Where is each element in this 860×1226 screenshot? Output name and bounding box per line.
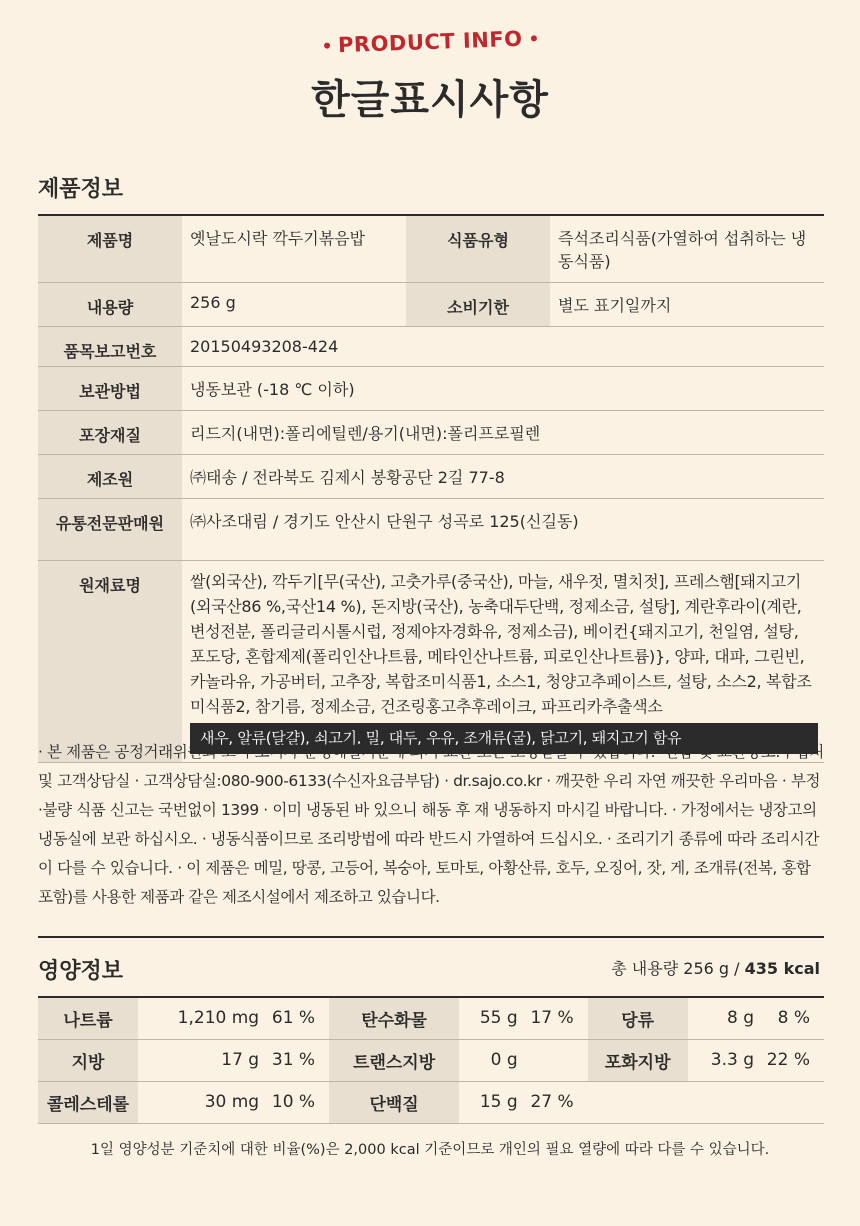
nutrition-footnote: 1일 영양성분 기준치에 대한 비율(%)은 2,000 kcal 기준이므로 개인의 필요 열량에 따라 다를 수 있습니다. bbox=[90, 1142, 770, 1158]
nutrient-value: 55 g bbox=[459, 997, 528, 1039]
type-label: 식품유형 bbox=[406, 215, 550, 283]
nutrient-label: 단백질 bbox=[329, 1081, 459, 1123]
total-content bbox=[611, 956, 820, 979]
product-info-table bbox=[38, 214, 824, 763]
distributor-value: ㈜사조대림 / 경기도 안산시 단원구 성곡로 125(신길동) bbox=[182, 499, 824, 561]
packaging-label: 포장재질 bbox=[38, 411, 182, 455]
nutrient-value: 8 g bbox=[688, 997, 764, 1039]
nutrient-percent: 31 % bbox=[269, 1039, 329, 1081]
page-title: 한글표시사항 bbox=[311, 77, 549, 123]
nutrition-table bbox=[38, 996, 824, 1124]
name-label: 제품명 bbox=[38, 215, 182, 283]
nutrient-percent: 22 % bbox=[764, 1039, 824, 1081]
nutrient-value: 0 g bbox=[459, 1039, 528, 1081]
dot-icon bbox=[324, 43, 330, 49]
nutrient-percent: 10 % bbox=[269, 1081, 329, 1123]
empty-cell bbox=[764, 1081, 824, 1123]
nutrient-percent bbox=[528, 1039, 588, 1081]
packaging-value: 리드지(내면):폴리에틸렌/용기(내면):폴리프로필렌 bbox=[182, 411, 824, 455]
nutrient-label: 지방 bbox=[38, 1039, 138, 1081]
volume-label: 내용량 bbox=[38, 283, 182, 327]
allergen-box: 새우, 알류(달걀), 쇠고기, 밀, 대두, 우유, 조개류(굴), 닭고기, 돼지고기 함유 bbox=[190, 723, 818, 754]
nutrient-percent: 61 % bbox=[269, 997, 329, 1039]
notice-text: · 본 제품은 공정거래위원회 고시 소비자 분쟁해결기준에 의거 교환 또는 보상받을 수 있습니다. ·반품 및 교환장소:구입처 및 고객상담실 · 고객상담실:080-900-6133(수신자요금부담) · dr.sajo.co.kr · 깨끗한 우리 자연 깨끗한 우리마음 · 부정·불량 식품 신고는 국번없이 1399 · 이미 냉동된 바 있으니 해동 후 재 냉동하지 마시길 바랍니다. · 가정에서는 냉장고의 냉동실에 보관 하십시오. · 냉동식품이므로 조리방법에 따라 반드시 가열하여 드십시오. · 조리기기 종류에 따라 조리시간이 다를 수 있습니다. · 이 제품은 메밀, 땅콩, 고등어, 복숭아, 토마토, 아황산류, 호두, 오징어, 잣, 게, 조개류(전복, 홍합 포함)를 사용한 제품과 같은 제조시설에서 제조하고 있습니다. bbox=[38, 743, 824, 906]
total-prefix: 총 내용량 256 g / bbox=[611, 959, 740, 978]
name-value: 옛날도시락 깍두기볶음밥 bbox=[182, 215, 406, 283]
nutrient-percent: 8 % bbox=[764, 997, 824, 1039]
nutrient-value: 3.3 g bbox=[688, 1039, 764, 1081]
nutrient-label: 당류 bbox=[588, 997, 688, 1039]
expiry-value: 별도 표기일까지 bbox=[550, 283, 824, 327]
maker-value: ㈜태송 / 전라북도 김제시 봉황공단 2길 77-8 bbox=[182, 455, 824, 499]
ingredients-label: 원재료명 bbox=[38, 561, 182, 763]
type-value: 즉석조리식품(가열하여 섭취하는 냉동식품) bbox=[550, 215, 824, 283]
nutrient-percent: 17 % bbox=[528, 997, 588, 1039]
nutrient-label: 포화지방 bbox=[588, 1039, 688, 1081]
volume-value: 256 g bbox=[182, 283, 406, 327]
storage-value: 냉동보관 (-18 ℃ 이하) bbox=[182, 367, 824, 411]
ingredients-value: 쌀(외국산), 깍두기[무(국산), 고춧가루(중국산), 마늘, 새우젓, 멸치젓], 프레스햄[돼지고기(외국산86 %,국산14 %), 돈지방(국산), 농축대두단백, 정제소금, 설탕], 계란후라이(계란, 변성전분, 폴리글리시톨시럽, 정제야자경화유, 정제소금), 베이컨{돼지고기, 천일염, 설탕, 포도당, 혼합제제(폴리인산나트륨, 메타인산나트륨, 피로인산나트륨)}, 양파, 대파, 그린빈, 카놀라유, 가공버터, 고추장, 복합조미식품1, 소스1, 청양고추페이스트, 설탕, 소스2, 복합조미식품2, 참기름, 정제소금, 건조링홍고추후레이크, 파프리카추출색소 bbox=[190, 572, 812, 716]
nutrition-row bbox=[38, 1039, 824, 1081]
empty-cell bbox=[588, 1081, 688, 1123]
nutrient-value: 1,210 mg bbox=[138, 997, 269, 1039]
storage-label: 보관방법 bbox=[38, 367, 182, 411]
total-kcal: 435 kcal bbox=[744, 959, 820, 978]
badge-text: PRODUCT INFO bbox=[337, 26, 523, 58]
maker-label: 제조원 bbox=[38, 455, 182, 499]
report-value: 20150493208-424 bbox=[182, 327, 824, 367]
nutrient-percent: 27 % bbox=[528, 1081, 588, 1123]
nutrient-label: 탄수화물 bbox=[329, 997, 459, 1039]
expiry-label: 소비기한 bbox=[406, 283, 550, 327]
nutrient-label: 나트륨 bbox=[38, 997, 138, 1039]
page-header bbox=[0, 0, 860, 125]
report-label: 품목보고번호 bbox=[38, 327, 182, 367]
nutrient-value: 17 g bbox=[138, 1039, 269, 1081]
nutrient-value: 15 g bbox=[459, 1081, 528, 1123]
distributor-label: 유통전문판매원 bbox=[38, 499, 182, 561]
nutrient-label: 콜레스테롤 bbox=[38, 1081, 138, 1123]
nutrition-row bbox=[38, 997, 824, 1039]
nutrition-section-title: 영양정보 bbox=[38, 959, 124, 984]
nutrient-label: 트랜스지방 bbox=[329, 1039, 459, 1081]
nutrient-value: 30 mg bbox=[138, 1081, 269, 1123]
section-divider bbox=[38, 936, 824, 938]
nutrition-row bbox=[38, 1081, 824, 1123]
product-section-title: 제품정보 bbox=[38, 177, 124, 202]
dot-icon bbox=[530, 35, 536, 41]
product-info-badge bbox=[323, 26, 536, 57]
empty-cell bbox=[688, 1081, 764, 1123]
